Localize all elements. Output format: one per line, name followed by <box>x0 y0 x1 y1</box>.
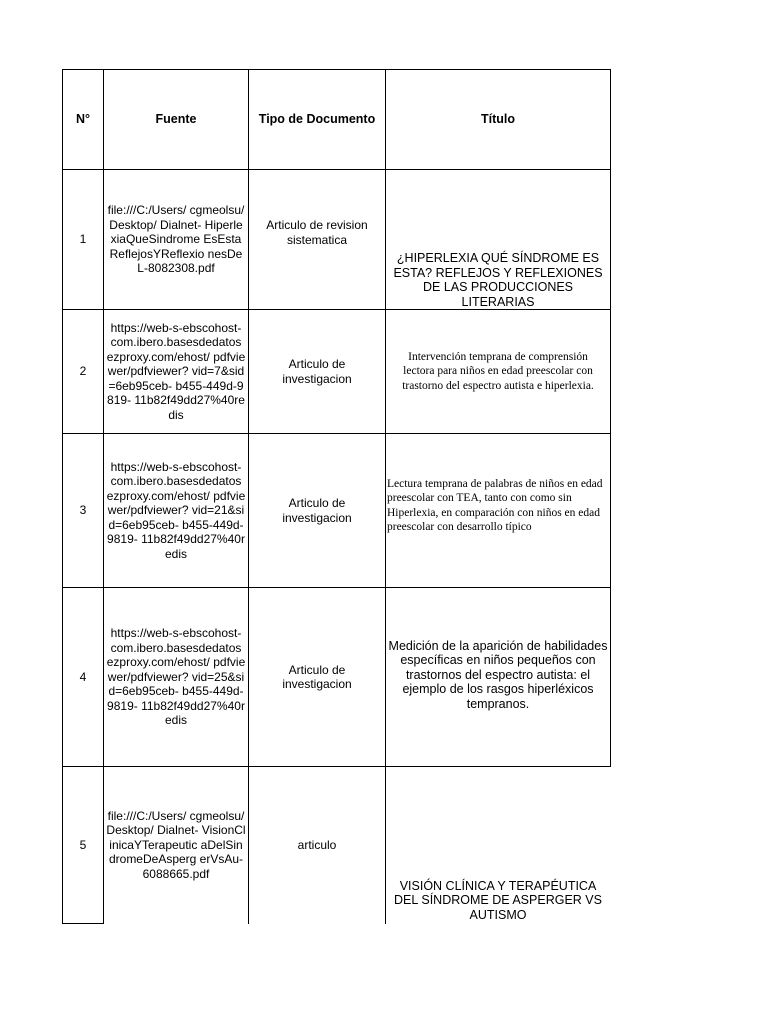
row-3-num: 3 <box>79 503 87 518</box>
row-4-doc-type: Articulo de investigacion <box>282 662 352 691</box>
row-4-title: Medición de la aparición de habilidades específicas en niños pequeños con trastornos del espectro autista: el ejemplo de los rasgos hiperléxicos tempranos. <box>388 638 608 711</box>
table-border-right <box>610 69 611 767</box>
column-divider <box>103 69 104 924</box>
row-2-title: Intervención temprana de comprensión lectora para niños en edad preescolar con trastorno del espectro autista e hiperlexia. <box>402 350 594 392</box>
row-2-source[interactable]: https://web-s-ebscohost- com.ibero.basesdedatos ezproxy.com/ehost/ pdfviewer/pdfviewer? vid=7&sid=6eb95ceb- b455-449d-9819- 11b82f49dd27%40redis <box>106 320 246 422</box>
row-divider <box>62 923 104 924</box>
row-1-title: ¿HIPERLEXIA QUÉ SÍNDROME ES ESTA? REFLEJOS Y REFLEXIONES DE LAS PRODUCCIONES LITERARIAS <box>393 251 603 309</box>
row-1-source[interactable]: file:///C:/Users/ cgmeolsu/Desktop/ Dialnet- HiperlexiaQueSindrome EsEstaReflejosYReflexio nesDeL-8082308.pdf <box>107 203 245 276</box>
header-num: N° <box>75 112 91 127</box>
row-5-doc-type: articulo <box>297 837 337 852</box>
row-3-title: Lectura temprana de palabras de niños en edad preescolar con TEA, tanto con como sin Hiperlexia, en comparación con niños en edad preescolar con desarrollo típico <box>387 477 603 533</box>
row-1-num: 1 <box>79 232 87 247</box>
header-doc-type: Tipo de Documento <box>258 112 376 127</box>
row-2-num: 2 <box>79 364 87 379</box>
row-5-num: 5 <box>79 837 87 852</box>
row-3-doc-type: Articulo de investigacion <box>282 496 352 525</box>
column-divider <box>248 69 249 924</box>
column-divider <box>385 69 386 924</box>
row-2-doc-type: Articulo de investigacion <box>282 357 352 386</box>
header-source: Fuente <box>155 112 197 127</box>
row-3-source[interactable]: https://web-s-ebscohost- com.ibero.basesdedatos ezproxy.com/ehost/ pdfviewer/pdfviewer? vid=21&sid=6eb95ceb- b455-449d-9819- 11b82f49dd27%40redis <box>106 459 246 561</box>
row-1-doc-type: Articulo de revision sistematica <box>266 218 368 247</box>
row-5-source[interactable]: file:///C:/Users/ cgmeolsu/Desktop/ Dialnet- VisionClinicaYTerapeutic aDelSindromeDeAsperg erVsAu-6088665.pdf <box>106 808 246 881</box>
header-title: Título <box>480 112 515 127</box>
row-4-source[interactable]: https://web-s-ebscohost- com.ibero.basesdedatos ezproxy.com/ehost/ pdfviewer/pdfviewer? vid=25&sid=6eb95ceb- b455-449d-9819- 11b82f49dd27%40redis <box>106 626 246 728</box>
row-4-num: 4 <box>79 669 87 684</box>
row-5-title: VISIÓN CLÍNICA Y TERAPÉUTICA DEL SÍNDROME DE ASPERGER VS AUTISMO <box>394 878 602 922</box>
